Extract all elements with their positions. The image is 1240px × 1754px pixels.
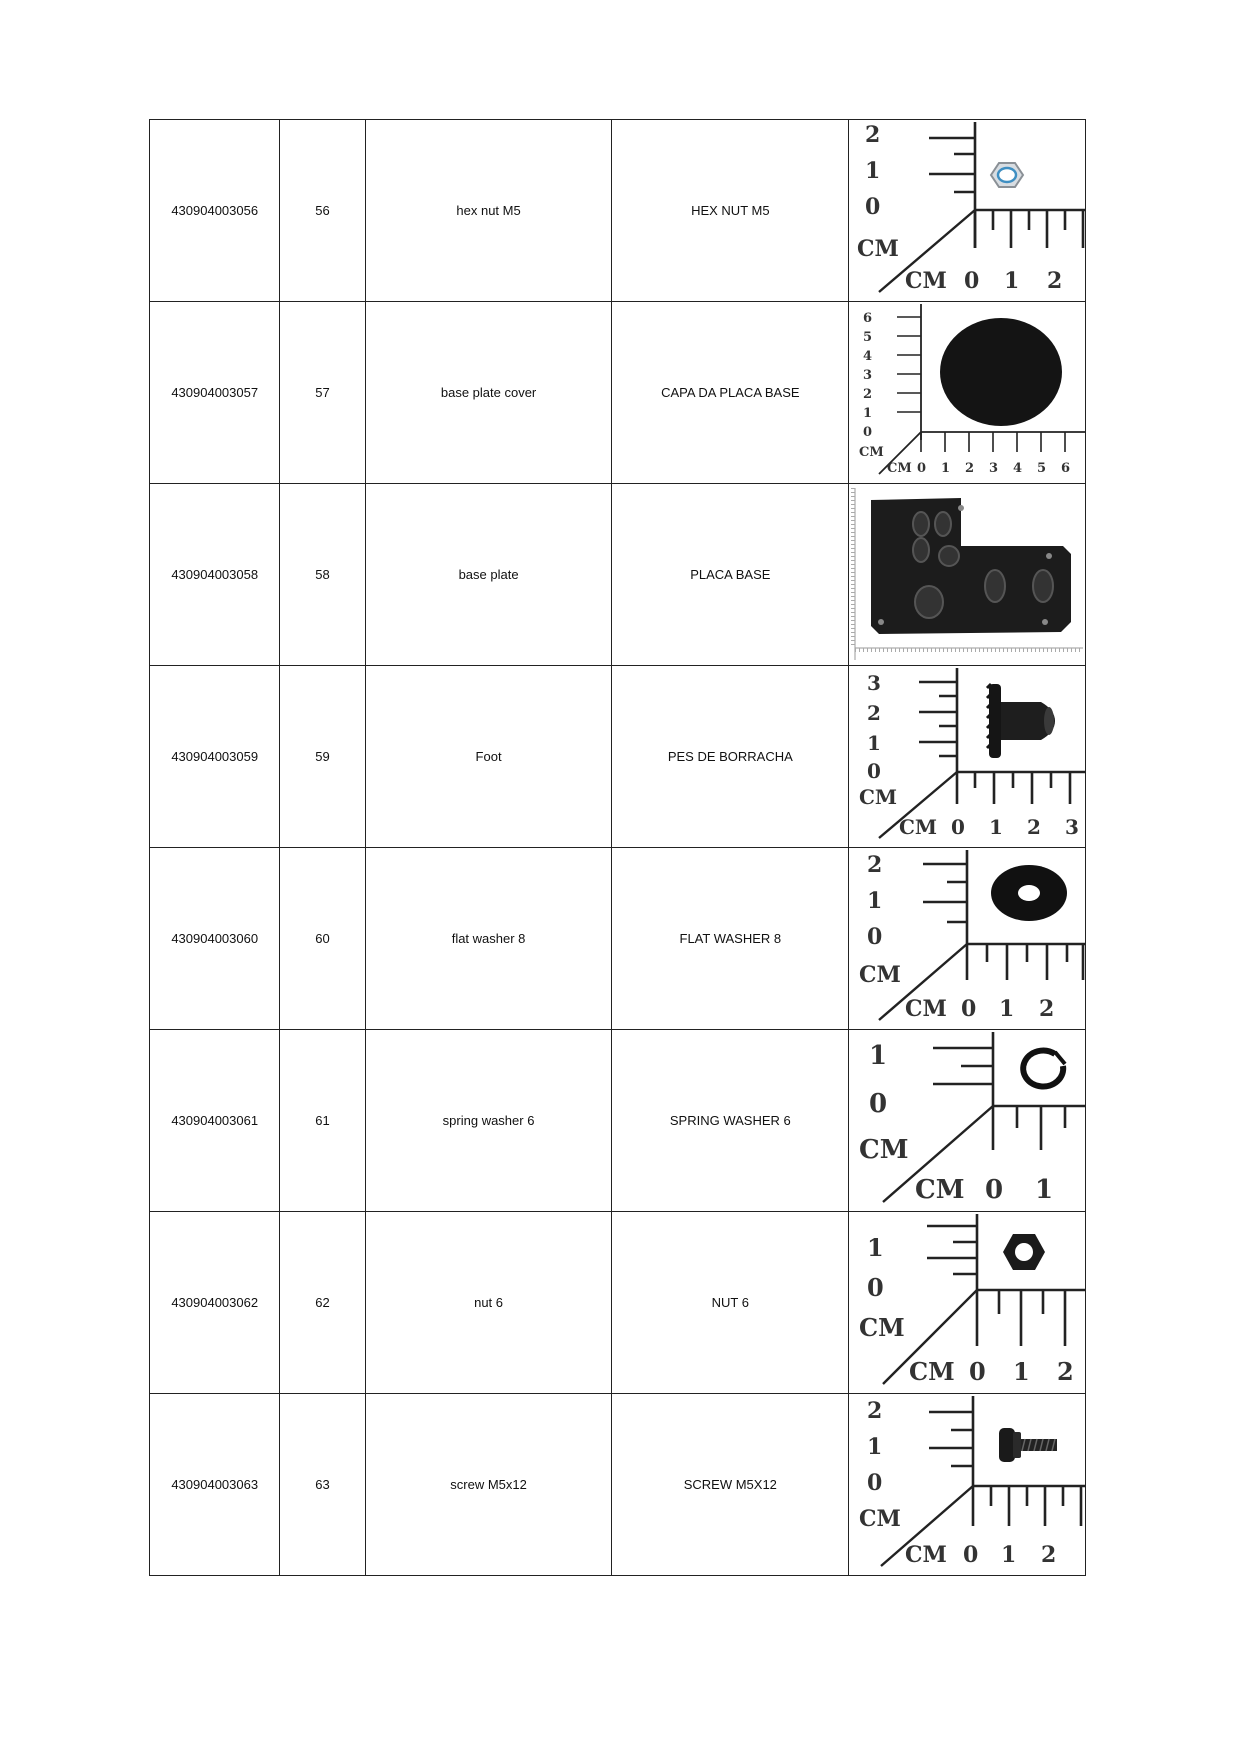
scale-h-label: 1 (1035, 1175, 1054, 1205)
part-photo-svg (849, 1394, 1085, 1575)
scale-v-label: 0 (865, 194, 881, 220)
scale-v-label: 0 (867, 1470, 883, 1496)
part-photo-svg (849, 302, 1085, 483)
part-name-en: spring washer 6 (365, 1030, 612, 1212)
scale-unit: CM (859, 962, 902, 988)
part-name-pt: FLAT WASHER 8 (612, 848, 849, 1030)
scale-h-label: 2 (1057, 1357, 1074, 1386)
scale-v-label: 3 (863, 368, 873, 383)
part-photo (849, 848, 1086, 1030)
scale-ruler (857, 122, 1085, 294)
scale-v-label: 1 (869, 1041, 888, 1071)
part-name-en: base plate cover (365, 302, 612, 484)
scale-unit: CM (859, 445, 884, 460)
scale-unit: CM (905, 996, 948, 1022)
part-code: 430904003060 (150, 848, 280, 1030)
scale-ruler (859, 1032, 1085, 1205)
scale-h-label: 6 (1061, 461, 1071, 476)
scale-h-label: 0 (951, 815, 966, 839)
part-photo (849, 1212, 1086, 1394)
scale-v-label: 1 (867, 1233, 884, 1262)
scale-h-label: 1 (999, 996, 1015, 1022)
part-code: 430904003058 (150, 484, 280, 666)
position-number: 56 (280, 120, 365, 302)
scale-v-label: 0 (867, 1273, 884, 1302)
position-number: 60 (280, 848, 365, 1030)
table-row (150, 848, 1086, 1030)
scale-unit: CM (859, 785, 898, 809)
scale-v-label: 3 (867, 671, 882, 695)
part-name-en: nut 6 (365, 1212, 612, 1394)
scale-v-label: 2 (867, 701, 882, 725)
scale-v-label: 5 (863, 330, 873, 345)
part-code: 430904003057 (150, 302, 280, 484)
part-name-pt: PES DE BORRACHA (612, 666, 849, 848)
screw-icon (999, 1428, 1057, 1462)
part-name-pt: CAPA DA PLACA BASE (612, 302, 849, 484)
scale-v-label: 0 (863, 425, 873, 440)
part-photo-svg (849, 1030, 1085, 1211)
spring-washer-icon (1023, 1051, 1065, 1087)
scale-v-label: 0 (869, 1089, 888, 1119)
base-plate-icon (871, 498, 1071, 634)
part-name-en: Foot (365, 666, 612, 848)
part-photo (849, 1030, 1086, 1212)
nut-icon (1003, 1234, 1045, 1270)
position-number: 61 (280, 1030, 365, 1212)
scale-ruler (859, 1214, 1085, 1386)
scale-v-label: 2 (865, 122, 881, 148)
scale-unit: CM (857, 236, 900, 262)
scale-h-label: 2 (1027, 815, 1042, 839)
table-row (150, 484, 1086, 666)
scale-unit: CM (899, 815, 938, 839)
position-number: 63 (280, 1394, 365, 1576)
table-row (150, 120, 1086, 302)
scale-h-label: 3 (1065, 815, 1080, 839)
scale-v-label: 0 (867, 924, 883, 950)
part-code: 430904003062 (150, 1212, 280, 1394)
scale-unit: CM (887, 461, 912, 476)
scale-v-label: 4 (863, 349, 873, 364)
part-photo-svg (849, 848, 1085, 1029)
part-code: 430904003056 (150, 120, 280, 302)
round-cover-icon (940, 318, 1062, 426)
scale-unit: CM (859, 1313, 905, 1342)
scale-h-label: 2 (1041, 1542, 1057, 1568)
flat-washer-icon (991, 865, 1067, 921)
rubber-foot-icon (987, 684, 1055, 758)
scale-h-label: 3 (989, 461, 999, 476)
scale-v-label: 1 (865, 158, 881, 184)
part-name-en: screw M5x12 (365, 1394, 612, 1576)
scale-ruler (859, 668, 1085, 839)
part-name-pt: SCREW M5X12 (612, 1394, 849, 1576)
scale-h-label: 1 (1004, 268, 1020, 294)
part-name-en: hex nut M5 (365, 120, 612, 302)
scale-unit: CM (905, 268, 948, 294)
scale-h-label: 0 (964, 268, 980, 294)
scale-unit: CM (909, 1357, 955, 1386)
scale-h-label: 1 (941, 461, 951, 476)
part-photo-svg (849, 120, 1085, 301)
part-name-pt: HEX NUT M5 (612, 120, 849, 302)
scale-h-label: 2 (1039, 996, 1055, 1022)
table-row (150, 1394, 1086, 1576)
scale-v-label: 2 (867, 852, 883, 878)
scale-h-label: 0 (961, 996, 977, 1022)
scale-v-label: 0 (867, 759, 882, 783)
scale-h-label: 1 (1013, 1357, 1030, 1386)
scale-h-label: 2 (1047, 268, 1063, 294)
scale-h-label: 1 (1001, 1542, 1017, 1568)
part-photo (849, 302, 1086, 484)
scale-h-label: 0 (963, 1542, 979, 1568)
scale-v-label: 1 (863, 406, 873, 421)
table-row (150, 302, 1086, 484)
part-photo-svg (849, 1212, 1085, 1393)
part-photo (849, 484, 1086, 666)
part-photo-svg (849, 484, 1085, 665)
part-code: 430904003063 (150, 1394, 280, 1576)
position-number: 57 (280, 302, 365, 484)
scale-v-label: 1 (867, 1434, 883, 1460)
part-code: 430904003061 (150, 1030, 280, 1212)
scale-h-label: 5 (1037, 461, 1047, 476)
scale-v-label: 1 (867, 888, 883, 914)
part-name-en: base plate (365, 484, 612, 666)
scale-h-label: 0 (985, 1175, 1004, 1205)
part-name-pt: SPRING WASHER 6 (612, 1030, 849, 1212)
scale-h-label: 0 (969, 1357, 986, 1386)
scale-h-label: 0 (917, 461, 927, 476)
scale-unit: CM (859, 1135, 909, 1165)
hex-nut-icon (991, 163, 1023, 187)
scale-h-label: 4 (1013, 461, 1023, 476)
table-row (150, 1212, 1086, 1394)
parts-table (149, 119, 1086, 1576)
part-name-pt: PLACA BASE (612, 484, 849, 666)
part-name-en: flat washer 8 (365, 848, 612, 1030)
part-photo (849, 1394, 1086, 1576)
part-photo (849, 120, 1086, 302)
scale-unit: CM (915, 1175, 965, 1205)
position-number: 58 (280, 484, 365, 666)
scale-h-label: 2 (965, 461, 975, 476)
part-name-pt: NUT 6 (612, 1212, 849, 1394)
scale-unit: CM (859, 1506, 902, 1532)
scale-v-label: 2 (863, 387, 873, 402)
part-code: 430904003059 (150, 666, 280, 848)
position-number: 59 (280, 666, 365, 848)
scale-ruler (859, 1396, 1085, 1568)
part-photo (849, 666, 1086, 848)
scale-h-label: 1 (989, 815, 1004, 839)
scale-unit: CM (905, 1542, 948, 1568)
scale-v-label: 6 (863, 311, 873, 326)
table-row (150, 1030, 1086, 1212)
scale-v-label: 2 (867, 1398, 883, 1424)
table-row (150, 666, 1086, 848)
part-photo-svg (849, 666, 1085, 847)
scale-v-label: 1 (867, 731, 882, 755)
position-number: 62 (280, 1212, 365, 1394)
